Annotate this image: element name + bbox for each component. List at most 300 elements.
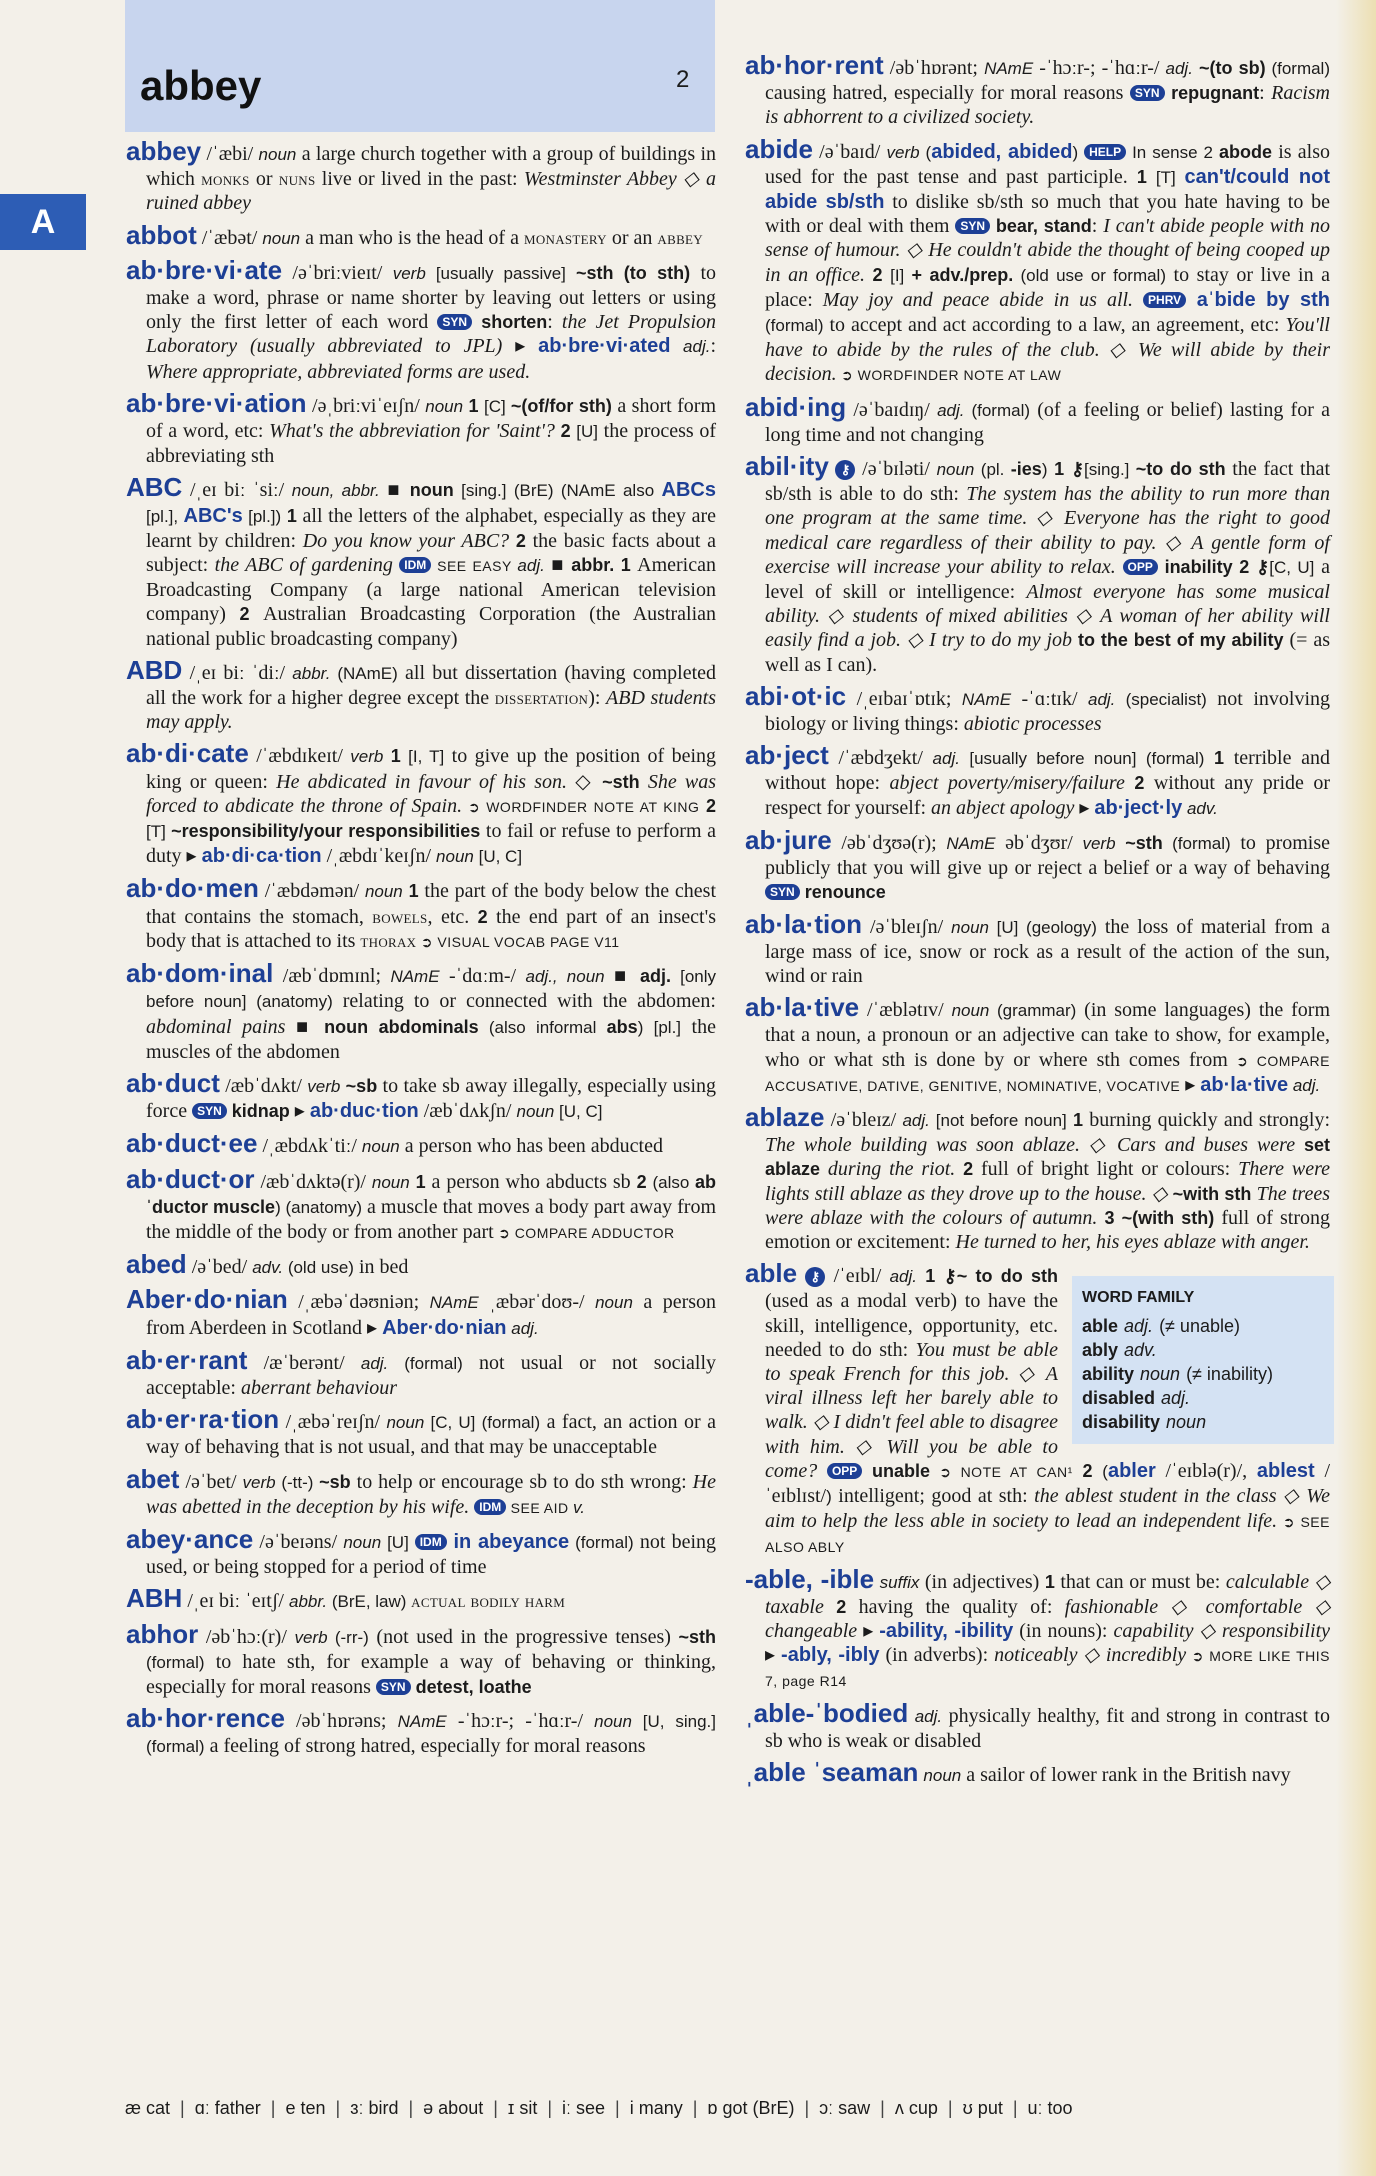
- derivative-word: aˈbide by sth: [1186, 288, 1331, 311]
- bold-text: abbr. 1: [571, 555, 638, 576]
- word-family-box: [1072, 1276, 1334, 1444]
- word-family-item: [1082, 1386, 1324, 1410]
- definition-text: ■: [379, 479, 410, 502]
- definition-text: to make a word, phrase or name shorter by leaving out letters or using only the first letter of each word: [146, 261, 716, 334]
- headword: ab·duct: [126, 1067, 220, 1098]
- definition-text: əbˈdʒʊr/: [995, 831, 1083, 854]
- definition-text: /əˈbleɪz/: [830, 1108, 903, 1131]
- example-text: abiotic processes: [963, 713, 1102, 736]
- definition-text: a fact, an action or a way of behaving that is not usual, and that may be unacceptable: [146, 1411, 717, 1459]
- grammar-label: (: [1102, 1461, 1108, 1481]
- part-of-speech: abbr.: [292, 663, 331, 683]
- label-badge: SYN: [955, 218, 990, 234]
- bold-text: to the best of my ability: [1077, 630, 1284, 651]
- grammar-label: [U]: [381, 1532, 415, 1552]
- word-family-pos: adj.: [1161, 1388, 1191, 1409]
- definition-text: /əˈbaɪdɪŋ/: [853, 398, 938, 421]
- definition-text: to give up the position of being king or queen:: [146, 745, 716, 793]
- part-of-speech: noun: [425, 396, 464, 416]
- definition-text: (in nouns):: [1013, 1619, 1114, 1642]
- definition-text: ◇: [567, 770, 603, 793]
- headword: abide: [745, 133, 813, 164]
- example-text: ABD students may apply.: [146, 687, 717, 734]
- definition-text: the fact that sb/sth is able to do sth:: [765, 458, 1330, 506]
- part-of-speech: adj.: [932, 749, 960, 769]
- separator: |: [408, 2098, 414, 2118]
- bold-text: 1: [1039, 1571, 1061, 1592]
- separator: |: [1012, 2098, 1018, 2118]
- definition-text: :: [1259, 82, 1272, 105]
- derivative-word: ab·duc·tion: [309, 1100, 419, 1123]
- definition-text: /ˌæbdʌkˈtiː/: [262, 1135, 362, 1158]
- derivative-word: ablest: [1256, 1459, 1315, 1482]
- definition-text: ▸: [502, 335, 539, 358]
- example-text: Racism is abhorrent to a civilized society.: [765, 82, 1330, 129]
- cross-reference[interactable]: abbey: [657, 227, 703, 248]
- definition-text: -ˈhɔːr-; -ˈhɑːr-/: [446, 1710, 595, 1733]
- definition-text: ):: [588, 687, 607, 710]
- cross-reference-link[interactable]: ➲ MORE LIKE THIS 7, page R14: [765, 1648, 1330, 1690]
- part-of-speech: adj.: [506, 1318, 539, 1338]
- headword: abhor: [126, 1618, 199, 1649]
- word-family-pos: adj.: [1124, 1316, 1154, 1337]
- example-text: abject poverty/misery/failure: [889, 772, 1125, 795]
- part-of-speech: adv.: [1182, 798, 1218, 818]
- word-family-item: [1082, 1410, 1324, 1434]
- headword: abbey: [126, 136, 202, 166]
- definition-text: is also used for the past tense and past participle.: [765, 140, 1330, 188]
- dictionary-entry: [745, 992, 1330, 1098]
- definition-text: to help or encourage sb to do sth wrong:: [350, 1470, 693, 1493]
- grammar-label: [usually passive]: [425, 263, 576, 283]
- pronunciation-key: [125, 2098, 1335, 2119]
- dictionary-entry: [745, 1564, 1330, 1694]
- definition-text: the basic facts about a subject:: [146, 529, 717, 577]
- bold-text: 1 ⚷~ to do sth: [917, 1266, 1059, 1287]
- dictionary-entry: [126, 220, 716, 251]
- headword: abid·ing: [745, 391, 847, 422]
- derivative-word: can't/could not abide sb/sth: [765, 165, 1331, 214]
- definition-text: a short form of a word, etc:: [146, 394, 717, 443]
- definition-text: ▸: [1180, 1073, 1201, 1096]
- bold-text: 2: [225, 604, 264, 625]
- definition-text: /æbˈdʌkt/: [225, 1074, 308, 1097]
- definition-text: /ˌeɪbaɪˈɒtɪk;: [856, 687, 962, 710]
- grammar-label: (also informal: [478, 1017, 607, 1037]
- example-text: the ablest student in the class ◇ We aim to help the less able in society to lead an independent life.: [765, 1484, 1330, 1533]
- part-of-speech: adj.: [1087, 689, 1116, 709]
- headword: abet: [126, 1463, 180, 1494]
- word-family-word: disabled: [1082, 1388, 1156, 1409]
- part-of-speech: NAmE: [390, 967, 440, 987]
- bold-text: 1: [463, 395, 485, 416]
- label-badge: IDM: [415, 1534, 447, 1550]
- definition-text: causing hatred, especially for moral reasons: [765, 82, 1130, 105]
- cross-reference-link[interactable]: SEE EASY: [431, 558, 518, 575]
- definition-text: /ˈæbdɪkeɪt/: [256, 745, 351, 768]
- grammar-label: (formal): [569, 1532, 634, 1552]
- grammar-label: [T]: [146, 822, 172, 842]
- definition-text: to stay or live in a place:: [765, 263, 1330, 311]
- definition-text: live or lived in the past:: [315, 168, 524, 191]
- word-family-title: WORD FAMILY: [1082, 1289, 1195, 1307]
- definition-text: full of strong emotion or excitement:: [765, 1206, 1330, 1253]
- separator: |: [180, 2098, 185, 2118]
- definition-text: the part of the body below the chest that contains the stomach,: [146, 880, 717, 928]
- label-badge: PHRV: [1143, 292, 1186, 308]
- headword: ab·do·men: [126, 873, 259, 904]
- part-of-speech: noun: [516, 1102, 555, 1122]
- definition-text: /ˈeɪblə(r)/,: [1155, 1459, 1257, 1482]
- bold-text: ~to do sth: [1135, 459, 1226, 480]
- part-of-speech: noun: [343, 1532, 382, 1552]
- grammar-label: [only before noun] (anatomy): [146, 967, 717, 1012]
- label-badge: SYN: [376, 1679, 411, 1695]
- bold-text: 2: [865, 264, 891, 285]
- cross-reference-link[interactable]: ➲ WORDFINDER NOTE AT LAW: [836, 367, 1062, 384]
- pronunciation-item: ɜː bird: [350, 2098, 399, 2118]
- example-text: the ABC of gardening: [214, 554, 400, 577]
- headword: ab·duct·ee: [126, 1128, 258, 1159]
- part-of-speech: verb: [242, 1472, 276, 1492]
- grammar-label: ): [1072, 142, 1085, 162]
- definition-text: /əˈbet/: [185, 1470, 243, 1493]
- pronunciation-item: e ten: [285, 2098, 326, 2118]
- headword: ab·er·ra·tion: [126, 1404, 280, 1435]
- headword: abbot: [126, 219, 197, 250]
- separator: |: [692, 2098, 698, 2118]
- bold-text: 2: [630, 1171, 653, 1192]
- definition-text: or an: [606, 226, 658, 249]
- dictionary-entry: [745, 1757, 1330, 1788]
- definition-text: a sailor of lower rank in the British navy: [961, 1764, 1291, 1786]
- bold-text: renounce: [799, 882, 886, 903]
- example-text: Almost everyone has some musical ability. ◇ students of mixed abilities ◇ A woman of her ability will easily find a job. ◇ I try to do my job: [765, 581, 1330, 652]
- derivative-word: -ably, -ibly: [781, 1644, 880, 1667]
- definition-text: /ˌeɪ biː ˈeɪtʃ/: [187, 1590, 289, 1613]
- headword: ˌable ˈseaman: [745, 1757, 919, 1787]
- grammar-label: (formal): [388, 1353, 463, 1373]
- definition-text: to hate sth, for example a way of behaving or thinking, especially for moral reasons: [146, 1650, 716, 1698]
- cross-reference-link[interactable]: ➲ VISUAL VOCAB PAGE V11: [416, 933, 620, 950]
- label-badge: SYN: [192, 1103, 227, 1119]
- dictionary-entry: [126, 1703, 716, 1759]
- definition-text: the end part of an insect's body that is attached to its: [146, 905, 716, 952]
- headword: able: [745, 1258, 798, 1289]
- cross-reference-link[interactable]: ➲ WORDFINDER NOTE AT KING: [462, 798, 700, 815]
- definition-text: /ˈæblətɪv/: [867, 999, 952, 1022]
- grammar-label: [U] (geology): [989, 917, 1097, 937]
- definition-text: or: [249, 168, 279, 191]
- definition-text: /ˌeɪ biː ˈdiː/: [189, 661, 293, 684]
- bold-text: ~sb: [319, 1471, 351, 1492]
- derivative-word: ab·bre·vi·ated: [538, 335, 671, 358]
- definition-text: /əˈbeɪəns/: [259, 1530, 344, 1553]
- grammar-label: (formal): [964, 400, 1031, 420]
- separator: |: [335, 2098, 341, 2118]
- separator: |: [547, 2098, 553, 2118]
- part-of-speech: NAmE: [961, 689, 1012, 709]
- definition-text: to accept and act according to a law, an agreement, etc:: [823, 314, 1286, 337]
- part-of-speech: adj.: [889, 1267, 918, 1287]
- example-text: You must be able to speak French for this job. ◇ A viral illness left her barely able to walk. ◇ I didn't feel able to disagree with him. ◇ Will you be able to come?: [765, 1338, 1058, 1482]
- label-badge: HELP: [1084, 144, 1126, 160]
- part-of-speech: noun: [594, 1712, 632, 1732]
- pronunciation-item: iː see: [562, 2098, 606, 2118]
- part-of-speech: adj.: [1288, 1075, 1321, 1095]
- definition-text: (in adverbs):: [879, 1644, 995, 1667]
- definition-text: all but dissertation (having completed all the work for a higher degree except the: [146, 661, 716, 710]
- headword: ab·er·rant: [126, 1344, 248, 1375]
- bold-text: detest, loathe: [410, 1676, 532, 1697]
- example-text: He abdicated in favour of his son.: [276, 770, 568, 793]
- word-family-pos: noun: [1140, 1364, 1181, 1385]
- cross-reference-link[interactable]: ➲ SEE ALSO ABLY: [765, 1514, 1330, 1556]
- example-text: There were lights still ablaze as they drove up to the house. ◇: [765, 1158, 1330, 1205]
- example-text: You'll have to abide by the rules of the club. ◇ We will abide by their decision.: [765, 314, 1330, 386]
- definition-text: /ˈeɪblɪst/: [765, 1459, 1331, 1507]
- part-of-speech: adj.: [360, 1353, 389, 1373]
- cross-reference-link[interactable]: ➲ COMPARE ADDUCTOR: [493, 1224, 675, 1241]
- example-text: fashionable ◇ comfortable ◇ changeable: [765, 1595, 1330, 1642]
- pronunciation-item: æ cat: [125, 2098, 171, 2118]
- example-text: during the riot.: [820, 1158, 956, 1181]
- part-of-speech: noun: [936, 460, 975, 480]
- right-column: [745, 50, 1330, 1792]
- label-badge: SYN: [1130, 85, 1165, 101]
- bold-text: bear, stand: [990, 216, 1092, 237]
- definition-text: /æˈberənt/: [263, 1351, 361, 1374]
- example-text: He was abetted in the deception by his wife.: [146, 1470, 716, 1518]
- part-of-speech: adj.: [1165, 59, 1193, 78]
- page-edge: [1336, 0, 1376, 2176]
- dictionary-entry: [126, 388, 716, 469]
- dictionary-entry: [745, 50, 1330, 130]
- cross-reference[interactable]: monastery: [523, 227, 607, 248]
- definition-text: /əbˈhɒrəns;: [296, 1710, 398, 1733]
- example-text: aberrant behaviour: [240, 1376, 398, 1399]
- bold-text: ~sth (to sth): [575, 262, 691, 283]
- definition-text: a feeling of strong hatred, especially for moral reasons: [204, 1735, 646, 1758]
- example-text: an abject apology: [931, 796, 1075, 819]
- cross-reference-link[interactable]: ➲ COMPARE ACCUSATIVE, DATIVE, GENITIVE, NOMINATIVE, VOCATIVE: [765, 1052, 1330, 1094]
- headword: ABC: [126, 472, 183, 503]
- derivative-word: ABC's: [183, 504, 243, 527]
- definition-text: a level of skill or intelligence:: [765, 555, 1330, 604]
- part-of-speech: noun: [386, 1413, 425, 1433]
- definition-text: /ˈæbət/: [201, 226, 263, 249]
- part-of-speech: NAmE: [429, 1293, 479, 1313]
- example-text: the Jet Propulsion Laboratory (usually abbreviated to JPL): [146, 311, 717, 358]
- definition-text: American Broadcasting Company (a large national American television company): [146, 554, 716, 626]
- definition-text: -ˈdɑːm-/: [439, 965, 526, 988]
- bold-text: repugnant: [1164, 83, 1260, 104]
- bold-text: ~sth: [602, 771, 648, 792]
- bold-text: ~sth: [678, 1626, 716, 1647]
- part-of-speech: noun: [951, 1001, 990, 1021]
- grammar-label: [sing.]: [1084, 460, 1136, 480]
- definition-text: all the letters of the alphabet, especially as they are learnt by children:: [146, 504, 716, 552]
- definition-text: /æbˈdɒmɪnl;: [282, 965, 391, 988]
- grammar-label: [T]: [1155, 167, 1185, 187]
- grammar-label: (formal): [1162, 833, 1231, 853]
- pronunciation-item: ə about: [423, 2098, 484, 2118]
- grammar-label: [sing.] (BrE) (NAmE also: [453, 481, 662, 501]
- definition-text: ■: [285, 1015, 325, 1038]
- definition-text: /əˈbɪləti/: [862, 458, 937, 481]
- dictionary-entry: [126, 1524, 716, 1579]
- dictionary-entry: [126, 1249, 716, 1280]
- grammar-label: ) [pl.]: [637, 1017, 682, 1037]
- derivative-word: Aber·do·nian: [382, 1316, 507, 1339]
- grammar-label: (formal): [146, 1652, 205, 1672]
- part-of-speech: noun: [364, 882, 403, 902]
- cross-reference-link[interactable]: SEE AID: [506, 1499, 574, 1516]
- part-of-speech: noun: [262, 228, 301, 248]
- grammar-label: [I]: [890, 265, 912, 285]
- dictionary-entry: [126, 1164, 716, 1246]
- definition-text: a large church together with a group of buildings in which: [146, 143, 717, 191]
- part-of-speech: adv.: [252, 1258, 284, 1278]
- definition-text: a person from Aberdeen in Scotland ▸: [146, 1291, 717, 1339]
- word-family-item: [1082, 1338, 1324, 1362]
- definition-text: to take sb away illegally, especially using force: [146, 1074, 716, 1123]
- cross-reference[interactable]: dissertation: [494, 688, 589, 709]
- label-badge: SYN: [437, 314, 472, 330]
- dictionary-entry: [126, 1404, 716, 1459]
- separator: |: [880, 2098, 885, 2118]
- definition-text: ▸: [765, 1644, 782, 1667]
- part-of-speech: noun: [371, 1172, 410, 1192]
- definition-text: (in adjectives): [919, 1570, 1040, 1593]
- part-of-speech: adj.: [914, 1706, 943, 1726]
- definition-text: to fail or refuse to perform a duty ▸: [146, 820, 716, 868]
- separator: |: [947, 2098, 953, 2118]
- part-of-speech: verb: [392, 263, 426, 283]
- bold-text: abs: [606, 1016, 638, 1037]
- definition-text: the loss of material from a large mass of ice, snow or rock as a result of the action of the sun, wind or rain: [765, 915, 1330, 987]
- definition-text: /əbˈhɒrənt;: [889, 57, 985, 79]
- example-text: He turned to her, his eyes ablaze with anger.: [955, 1230, 1310, 1253]
- grammar-label: (: [919, 142, 932, 162]
- cross-reference-link[interactable]: ➲ NOTE AT CAN¹: [930, 1463, 1073, 1480]
- definition-text: /ˈeɪbl/: [833, 1265, 890, 1288]
- cross-reference[interactable]: monks: [201, 169, 250, 190]
- bold-text: + adv./prep.: [911, 264, 1014, 285]
- label-badge: SYN: [765, 884, 800, 900]
- example-text: Westminster Abbey ◇ a ruined abbey: [146, 168, 717, 215]
- separator: |: [493, 2098, 498, 2118]
- definition-text: ˌæbərˈdoʊ-/: [478, 1291, 596, 1314]
- grammar-label: (grammar): [989, 1001, 1077, 1021]
- definition-text: the muscles of the abdomen: [146, 1015, 716, 1063]
- definition-text: -ˈɑːtɪk/: [1011, 687, 1088, 710]
- example-text: calculable ◇ taxable: [765, 1570, 1331, 1618]
- word-family-word: able: [1082, 1316, 1119, 1337]
- part-of-speech: NAmE: [984, 59, 1034, 78]
- separator: |: [615, 2098, 620, 2118]
- part-of-speech: noun: [361, 1137, 400, 1157]
- definition-text: /əˈbed/: [191, 1256, 253, 1279]
- derivative-word: -ability, -ibility: [879, 1619, 1014, 1642]
- derivative-word: ab·la·tive: [1200, 1073, 1289, 1096]
- definition-text: /ˈæbi/: [206, 143, 259, 165]
- dictionary-entry: [126, 472, 716, 650]
- part-of-speech: suffix: [879, 1572, 920, 1592]
- bold-text: 2: [955, 1159, 981, 1180]
- dictionary-entry: [126, 1464, 716, 1520]
- dictionary-entry: [745, 1258, 1330, 1559]
- letter-tab[interactable]: A: [0, 194, 86, 250]
- definition-text: a man who is the head of a: [300, 226, 524, 249]
- left-column: [126, 136, 716, 1764]
- part-of-speech: noun, abbr.: [291, 481, 380, 501]
- word-family-word: ability: [1082, 1364, 1135, 1385]
- grammar-label: [pl.],: [146, 506, 184, 526]
- definition-text: intelligent; good at sth:: [831, 1484, 1035, 1507]
- part-of-speech: verb: [294, 1627, 328, 1647]
- definition-text: a muscle that moves a body part away from the middle of the body or from another part: [146, 1195, 716, 1243]
- cross-reference[interactable]: bowels: [372, 906, 428, 927]
- cross-reference[interactable]: thorax: [360, 930, 417, 951]
- part-of-speech: adj.: [937, 400, 965, 420]
- definition-text: terrible and without hope:: [765, 747, 1330, 795]
- dictionary-entry: [126, 1068, 716, 1124]
- cross-reference[interactable]: actual bodily harm: [411, 1591, 566, 1612]
- dictionary-entry: [745, 909, 1330, 989]
- headword: ab·di·cate: [126, 738, 249, 769]
- dictionary-entry: [745, 451, 1330, 677]
- part-of-speech: verb: [307, 1076, 341, 1096]
- definition-text: /ˈæbdəmən/: [264, 880, 365, 903]
- bold-text: 1: [1066, 1109, 1090, 1130]
- part-of-speech: adj.: [517, 556, 545, 576]
- key-word-icon: ⚷: [835, 460, 855, 480]
- part-of-speech: NAmE: [946, 833, 996, 853]
- grammar-label: [U, C]: [473, 847, 523, 867]
- bold-text: -ies: [1010, 459, 1042, 480]
- label-badge: OPP: [1123, 559, 1158, 575]
- definition-text: /ˈæbdʒekt/: [838, 747, 933, 770]
- definition-text: /əbˈhɔː(r)/: [205, 1625, 295, 1648]
- part-of-speech: noun: [595, 1293, 633, 1313]
- definition-text: ■: [604, 965, 640, 988]
- key-word-icon: ⚷: [805, 1267, 825, 1287]
- definition-text: to dislike sb/sth so much that you hate having to be with or deal with them: [765, 191, 1330, 238]
- bold-text: 2: [823, 1596, 859, 1617]
- grammar-label: [U]: [576, 422, 598, 442]
- dictionary-entry: [126, 1345, 716, 1400]
- dictionary-entry: [126, 873, 716, 954]
- label-badge: IDM: [474, 1499, 506, 1515]
- definition-text: having the quality of:: [858, 1595, 1065, 1618]
- grammar-label: (also: [652, 1172, 695, 1192]
- pronunciation-item: ɑː father: [194, 2098, 261, 2118]
- definition-text: ▸: [857, 1619, 880, 1642]
- dictionary-entry: [745, 134, 1330, 388]
- dictionary-entry: [126, 1619, 716, 1700]
- word-family-note: (≠ unable): [1159, 1316, 1240, 1337]
- cross-reference[interactable]: nuns: [278, 169, 316, 190]
- dictionary-entry: [745, 1102, 1330, 1254]
- word-family-word: disability: [1082, 1412, 1161, 1433]
- separator: |: [804, 2098, 810, 2118]
- grammar-label: [not before noun]: [929, 1110, 1067, 1130]
- derivative-word: in abeyance: [446, 1530, 570, 1553]
- bold-text: 2: [469, 906, 497, 927]
- headword: ab·duct·or: [126, 1163, 255, 1194]
- definition-text: /ˌæbdɪˈkeɪʃn/: [321, 845, 437, 868]
